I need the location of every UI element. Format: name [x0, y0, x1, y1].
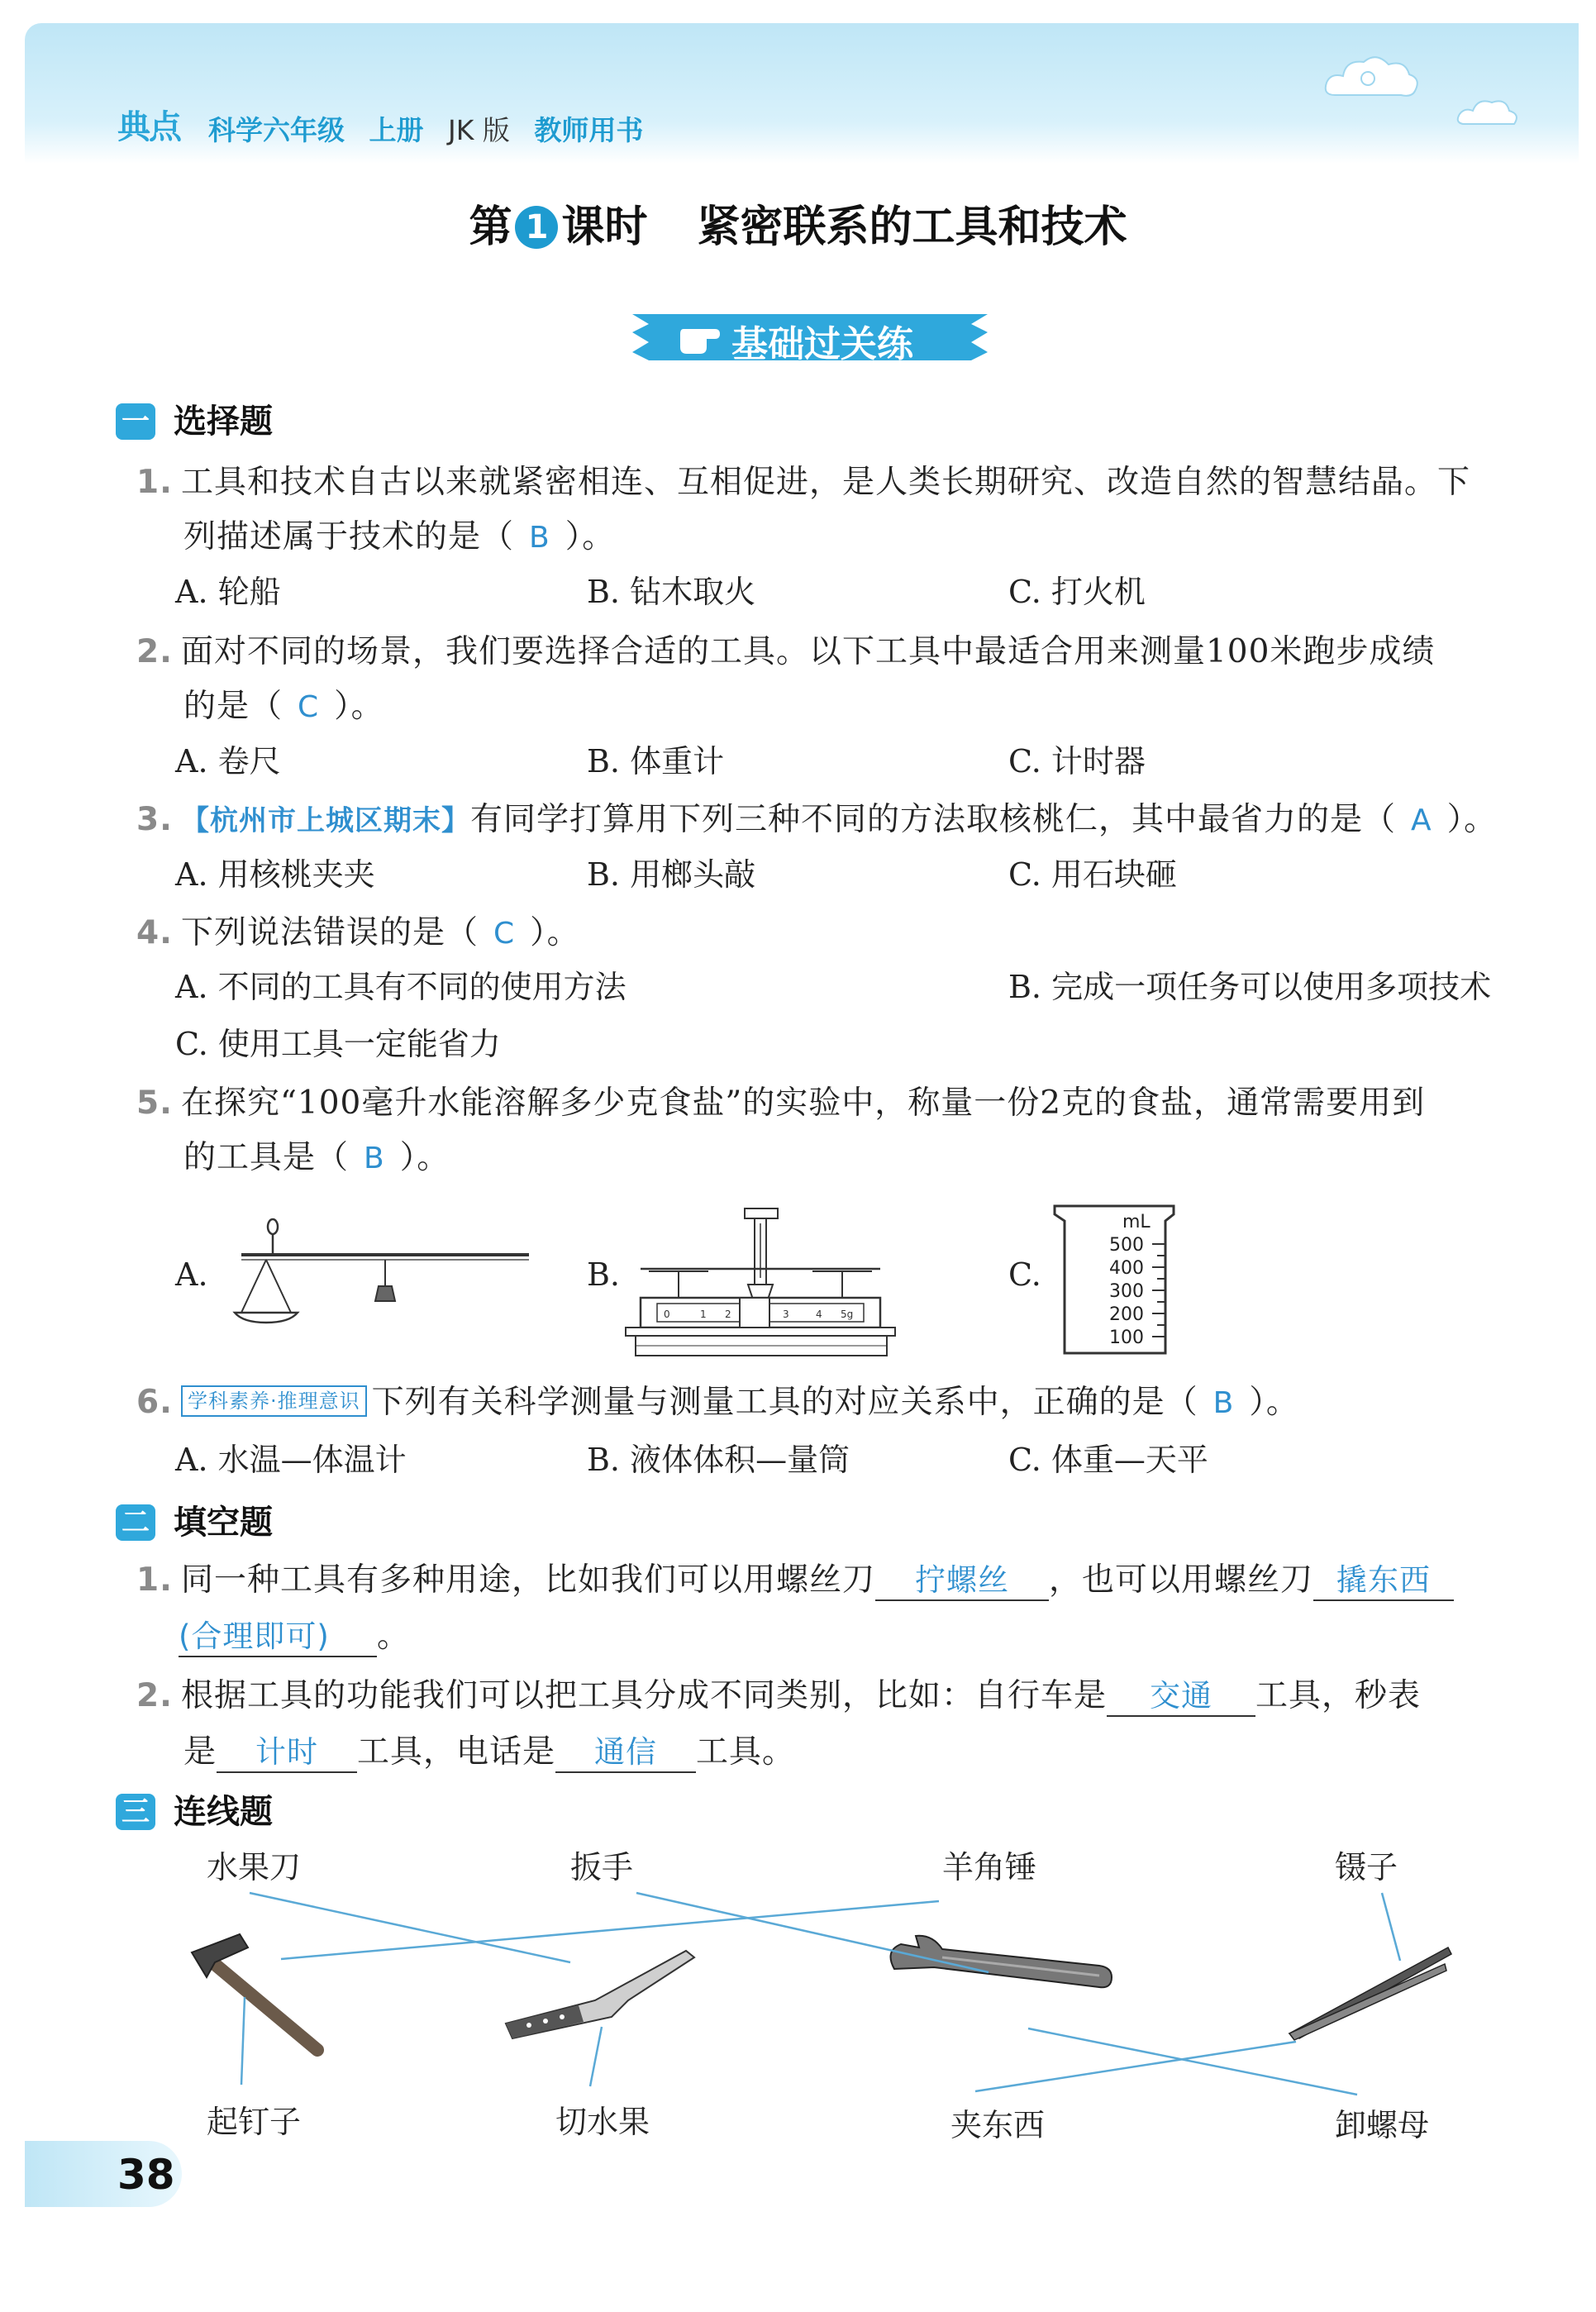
- subject: 科学六年级: [208, 114, 345, 146]
- hammer-image: [192, 1934, 317, 2050]
- fill-blank: 撬东西: [1313, 1555, 1454, 1601]
- book-type: 教师用书: [534, 114, 644, 146]
- answer: B: [1212, 1386, 1235, 1420]
- fill-blank: 计时: [217, 1727, 357, 1773]
- banner-label: 基础过关练: [731, 323, 913, 365]
- tweezers-image: [1289, 1947, 1451, 2040]
- literacy-tag: 学科素养·推理意识: [181, 1385, 367, 1417]
- option: B. 液体体积—量筒: [587, 1442, 850, 1478]
- lesson-title: 第 1 课时 紧密联系的工具和技术: [469, 203, 1127, 252]
- match-top-item: 水果刀: [207, 1849, 302, 1885]
- source-tag: 【杭州市上城区期末】: [180, 804, 470, 837]
- fill-blank: (合理即可): [179, 1611, 377, 1657]
- matching-diagram: [0, 1876, 1596, 2108]
- choice-q5-line2: 的工具是（ B ）。: [183, 1139, 450, 1176]
- beaker-mark: 100: [1109, 1328, 1144, 1348]
- section-match-heading: 三 连线题: [116, 1785, 273, 1827]
- steelyard-image: [223, 1215, 537, 1331]
- choice-q1-line2: 列描述属于技术的是（ B ）。: [183, 518, 616, 555]
- option: C. 使用工具一定能省力: [175, 1026, 501, 1062]
- option-label: A.: [175, 1256, 208, 1293]
- beaker-mark: 500: [1109, 1235, 1144, 1256]
- practice-banner: [632, 307, 988, 367]
- choice-q2-line1: 2. 面对不同的场景，我们要选择合适的工具。以下工具中最适合用来测量100米跑步成绩: [136, 633, 1436, 670]
- cloud-decoration: [1455, 91, 1521, 132]
- beaker-image: [1050, 1203, 1190, 1360]
- lesson-number: 1: [515, 206, 558, 249]
- page-number: 38: [117, 2151, 175, 2199]
- option-label: C.: [1008, 1256, 1041, 1293]
- answer: C: [493, 917, 516, 951]
- choice-q3-line1: 3. 【杭州市上城区期末】有同学打算用下列三种不同的方法取核桃仁，其中最省力的是（ A ）。: [136, 801, 1498, 838]
- choice-q4-line1: 4. 下列说法错误的是（ C ）。: [136, 914, 580, 951]
- balance-scale-tick: 2: [725, 1309, 731, 1320]
- section-fill-heading: 二 填空题: [116, 1496, 273, 1537]
- lesson-name: 紧密联系的工具和技术: [697, 203, 1127, 252]
- choice-q6-line1: 6. 学科素养·推理意识 下列有关科学测量与测量工具的对应关系中，正确的是（ B ）。: [136, 1384, 1299, 1421]
- option: B. 用榔头敲: [587, 856, 756, 893]
- section-choice-heading: 一 选择题: [116, 395, 273, 436]
- match-bottom-item: 切水果: [555, 2104, 650, 2140]
- book-info: [208, 109, 658, 148]
- match-top-item: 羊角锤: [942, 1849, 1037, 1885]
- option: A. 卷尺: [175, 743, 281, 779]
- fill-blank: 通信: [555, 1727, 696, 1773]
- knife-image: [506, 1951, 694, 2038]
- balance-scale-tick: 5g: [841, 1309, 854, 1320]
- answer: B: [364, 1142, 385, 1175]
- option: B. 完成一项任务可以使用多项技术: [1008, 969, 1492, 1005]
- fill-blank: 拧螺丝: [875, 1555, 1049, 1601]
- option: C. 用石块砸: [1008, 856, 1177, 893]
- choice-q1-line1: 1. 工具和技术自古以来就紧密相连、互相促进，是人类长期研究、改造自然的智慧结晶。下: [136, 464, 1470, 501]
- match-bottom-item: 起钉子: [207, 2104, 302, 2140]
- beaker-mark: 400: [1109, 1258, 1144, 1279]
- wrench-image: [891, 1936, 1112, 1987]
- option: C. 体重—天平: [1008, 1442, 1208, 1478]
- fill-q2-line2: 是 计时 工具，电话是 通信 工具。: [183, 1726, 795, 1773]
- match-lines: [241, 1893, 1400, 2095]
- brand-logo: 典点: [117, 108, 180, 146]
- option: C. 计时器: [1008, 743, 1146, 779]
- option: B. 钻木取火: [587, 574, 756, 610]
- option: A. 水温—体温计: [175, 1442, 407, 1478]
- answer: B: [529, 521, 550, 555]
- option: A. 不同的工具有不同的使用方法: [175, 969, 626, 1005]
- match-top-item: 镊子: [1335, 1849, 1398, 1885]
- fill-q1-line2: (合理即可) 。: [179, 1610, 410, 1657]
- match-bottom-item: 卸螺母: [1335, 2107, 1430, 2143]
- fill-q2-line1: 2. 根据工具的功能我们可以把工具分成不同类别，比如：自行车是 交通 工具，秒表: [136, 1670, 1421, 1717]
- option: B. 体重计: [587, 743, 725, 779]
- option: A. 用核桃夹夹: [175, 856, 375, 893]
- choice-q5-line1: 5. 在探究“100毫升水能溶解多少克食盐”的实验中，称量一份2克的食盐，通常需要用到: [136, 1084, 1426, 1122]
- answer: C: [298, 690, 320, 724]
- option: C. 打火机: [1008, 574, 1146, 610]
- fill-q1-line1: 1. 同一种工具有多种用途，比如我们可以用螺丝刀 拧螺丝 ，也可以用螺丝刀 撬东西: [136, 1554, 1454, 1601]
- option: A. 轮船: [175, 574, 281, 610]
- balance-scale-tick: 4: [816, 1309, 822, 1320]
- choice-q2-line2: 的是（ C ）。: [183, 688, 384, 725]
- cloud-decoration: [1322, 50, 1422, 107]
- option-label: B.: [587, 1256, 621, 1293]
- fill-blank: 交通: [1107, 1671, 1255, 1717]
- version: JK 版: [448, 114, 510, 146]
- answer: A: [1410, 803, 1432, 837]
- beaker-unit: mL: [1122, 1212, 1151, 1232]
- beaker-mark: 200: [1109, 1304, 1144, 1325]
- match-bottom-item: 夹东西: [950, 2107, 1046, 2143]
- beaker-mark: 300: [1109, 1281, 1144, 1302]
- balance-scale-tick: 0: [664, 1309, 670, 1320]
- balance-scale-image: [624, 1207, 897, 1364]
- balance-scale-tick: 1: [700, 1309, 707, 1320]
- match-top-item: 扳手: [570, 1849, 634, 1885]
- volume: 上册: [369, 114, 424, 146]
- balance-scale-tick: 3: [783, 1309, 789, 1320]
